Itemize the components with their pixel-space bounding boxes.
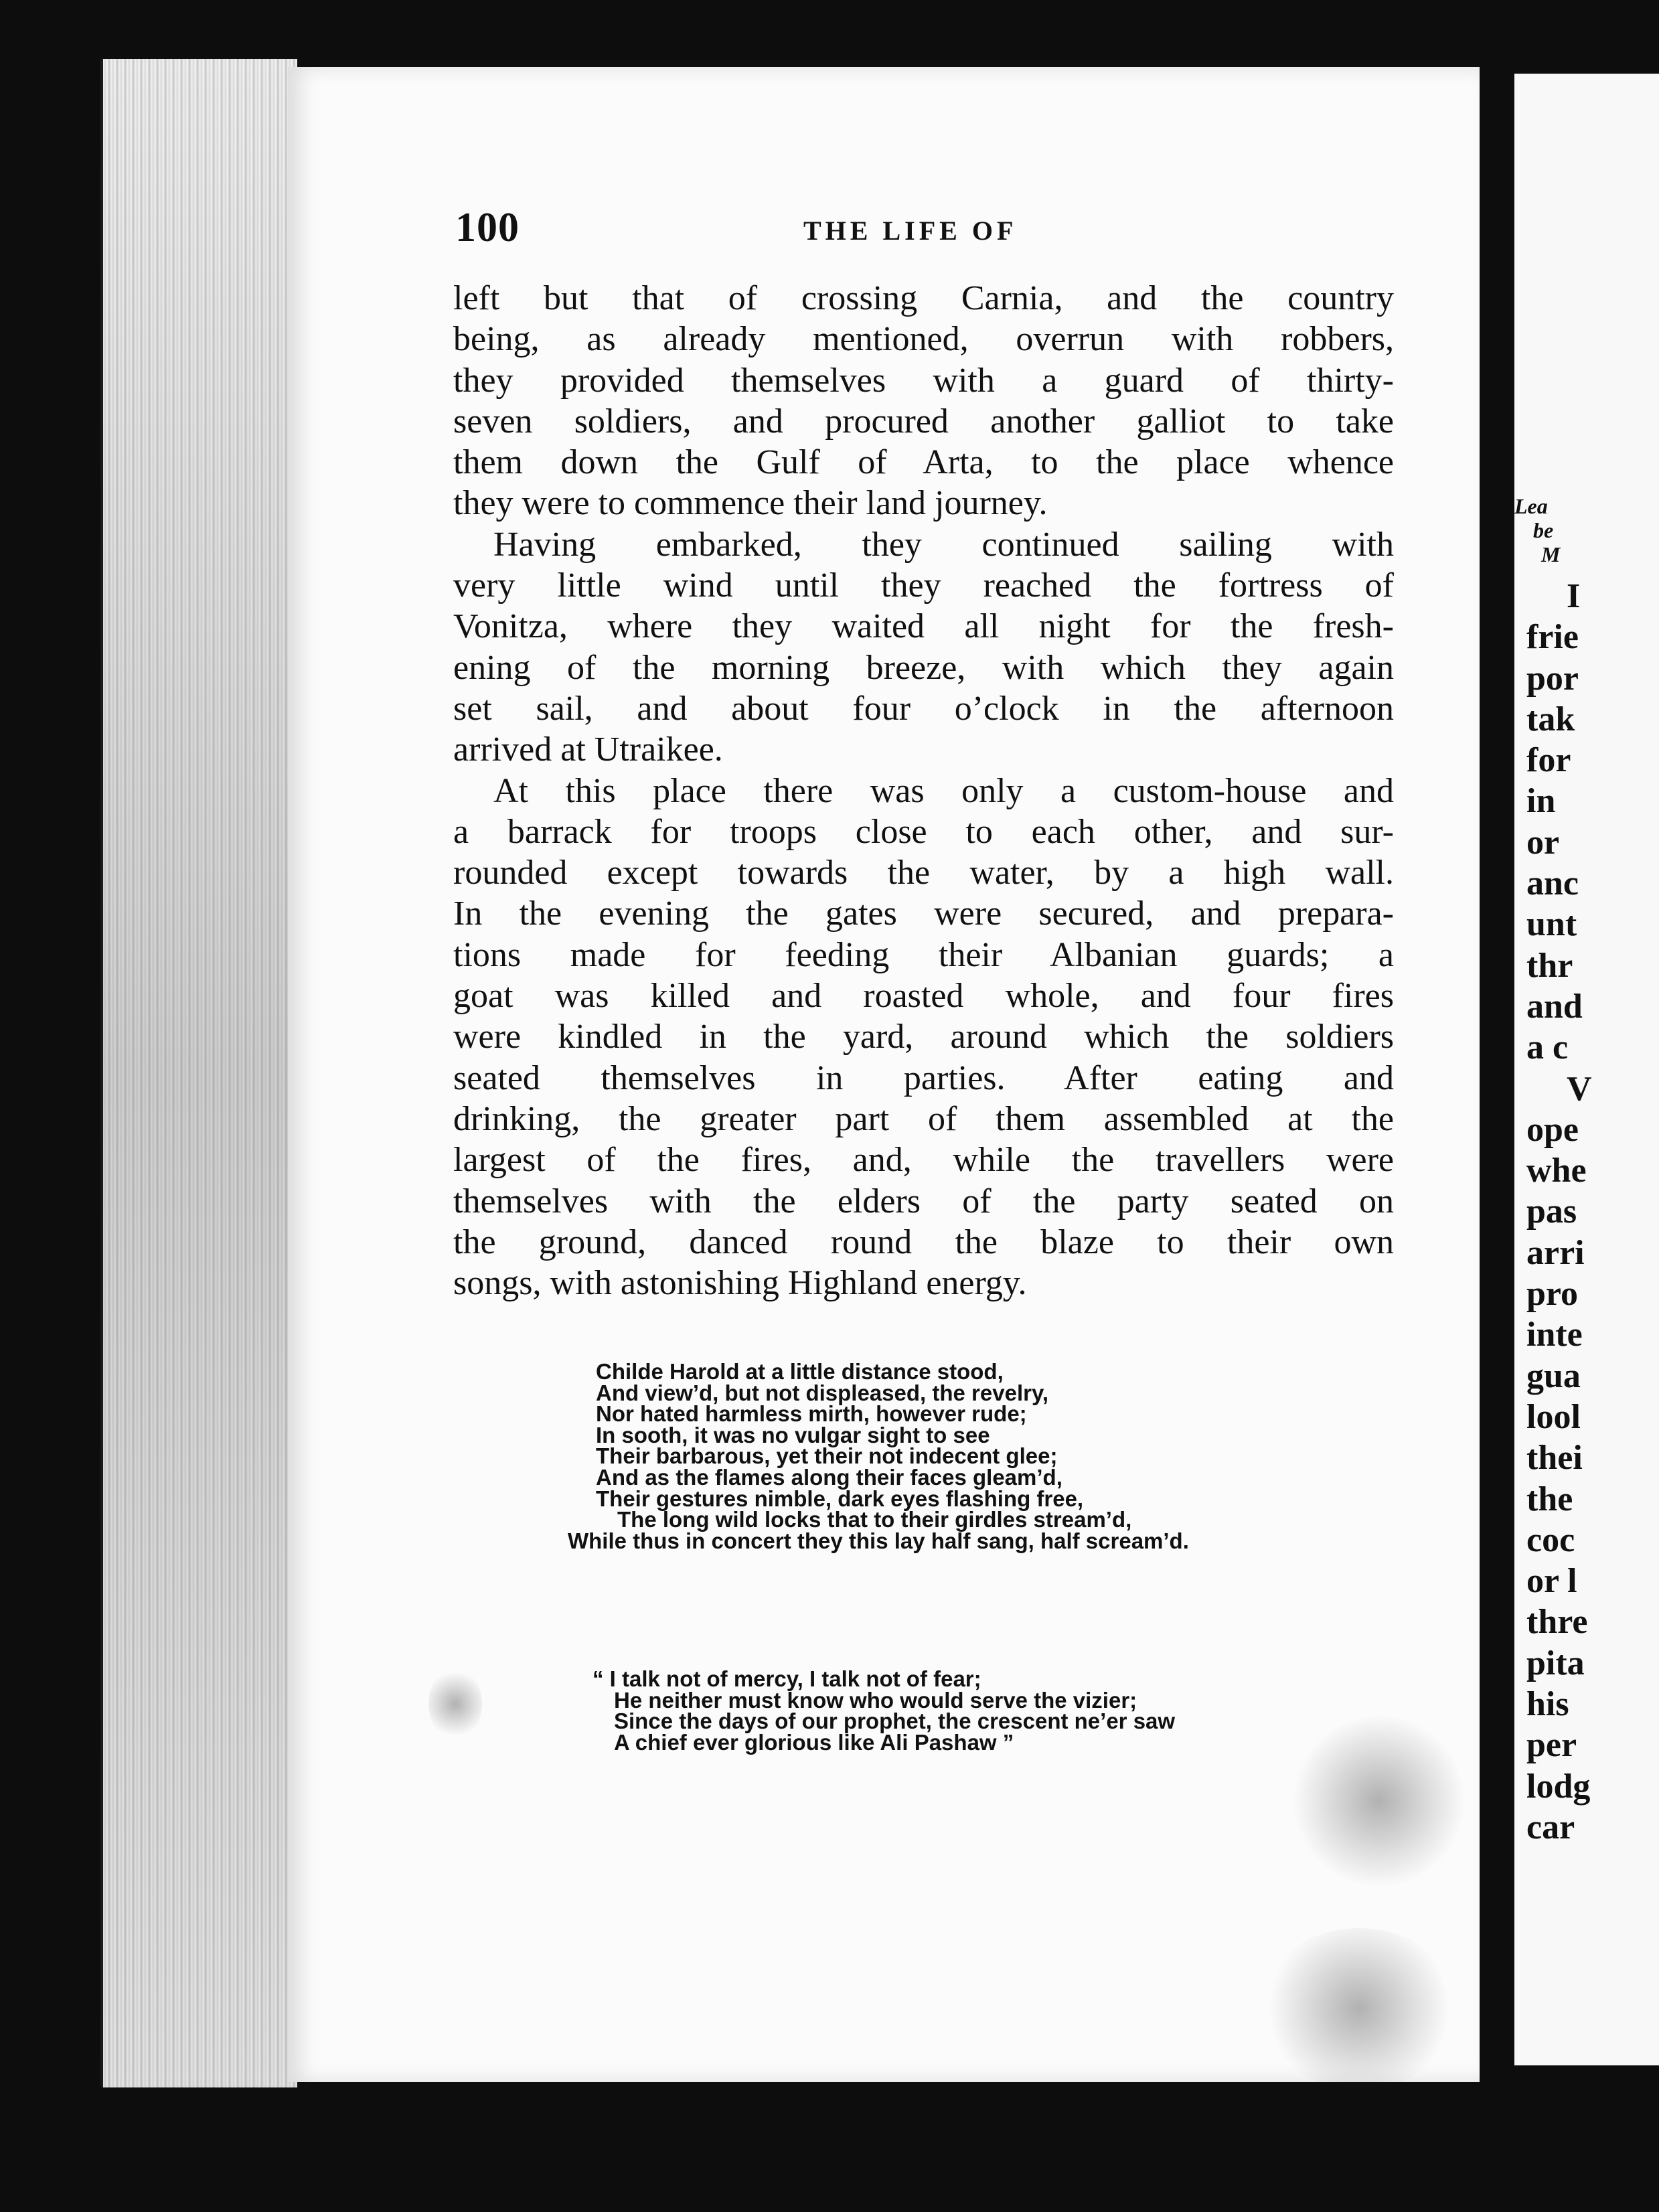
ink-smudge — [1292, 1714, 1466, 1888]
line-fragment: frie — [1526, 618, 1579, 657]
line-fragment: his — [1526, 1685, 1569, 1724]
line-fragment: gua — [1526, 1356, 1581, 1395]
line-fragment: inte — [1526, 1316, 1583, 1354]
line-fragment: V — [1567, 1069, 1592, 1108]
verse-line: And as the flames along their faces gleam’d, — [596, 1464, 1062, 1490]
line-fragment: por — [1526, 659, 1579, 698]
line-fragment: or l — [1526, 1562, 1577, 1601]
text-line: arrived at Utraikee. — [453, 730, 723, 769]
facing-page-text — [1526, 576, 1592, 1848]
verse-line: And view’d, but not displeased, the revelry, — [596, 1380, 1049, 1405]
text-line: a barrack for troops close to each other, and sur- — [453, 812, 1394, 851]
text-line: largest of the fires, and, while the travellers were — [453, 1141, 1394, 1180]
line-fragment: or — [1526, 823, 1560, 862]
line-fragment: the — [1526, 1480, 1573, 1518]
verse-line: While thus in concert they this lay half sang, half scream’d. — [568, 1528, 1189, 1553]
line-fragment: thr — [1526, 946, 1573, 985]
line-fragment: for — [1526, 741, 1571, 780]
line-fragment: pro — [1526, 1275, 1579, 1314]
book-page-edges — [100, 59, 297, 2087]
line-fragment: anc — [1526, 864, 1579, 903]
text-line: were kindled in the yard, around which the soldiers — [453, 1018, 1394, 1056]
line-fragment: pita — [1526, 1644, 1585, 1682]
line-fragment: pas — [1526, 1192, 1577, 1231]
ink-smudge — [1259, 1928, 1459, 2089]
line-fragment: in — [1526, 782, 1556, 821]
verse-line: He neither must know who would serve the vizier; — [614, 1687, 1137, 1713]
running-head — [455, 204, 1393, 258]
text-line: seven soldiers, and procured another galliot to take — [453, 402, 1394, 441]
text-line: ening of the morning breeze, with which they again — [453, 648, 1394, 687]
text-line: Having embarked, they continued sailing with — [493, 525, 1394, 564]
line-fragment: per — [1526, 1726, 1577, 1765]
line-fragment: thre — [1526, 1603, 1588, 1642]
text-line: them down the Gulf of Arta, to the place whence — [453, 443, 1394, 482]
line-fragment: and — [1526, 987, 1583, 1026]
text-line: drinking, the greater part of them assembled at the — [453, 1099, 1394, 1138]
running-title: THE LIFE OF — [803, 216, 1018, 246]
body-text — [453, 278, 1394, 1304]
verse-quotation — [592, 1668, 1175, 1753]
verse-line: “ I talk not of mercy, I talk not of fear; — [592, 1666, 981, 1691]
line-fragment: lool — [1526, 1397, 1581, 1436]
line-fragment: whe — [1526, 1152, 1587, 1190]
line-fragment: unt — [1526, 905, 1577, 944]
text-line: goat was killed and roasted whole, and four fires — [453, 977, 1394, 1016]
text-line: In the evening the gates were secured, and prepara- — [453, 894, 1394, 933]
heading-fragment: M — [1541, 542, 1561, 566]
ink-smudge — [428, 1667, 482, 1741]
line-fragment: coc — [1526, 1520, 1575, 1559]
line-fragment: lodg — [1526, 1767, 1591, 1806]
text-line: Vonitza, where they waited all night for the fresh- — [453, 607, 1394, 646]
text-line: songs, with astonishing Highland energy. — [453, 1264, 1027, 1303]
line-fragment: a c — [1526, 1028, 1569, 1067]
page-number: 100 — [455, 205, 520, 250]
text-line: the ground, danced round the blaze to their own — [453, 1222, 1394, 1261]
verse-line: A chief ever glorious like Ali Pashaw ” — [614, 1729, 1014, 1755]
text-line: they provided themselves with a guard of thirty- — [453, 361, 1394, 400]
verse-line: Their barbarous, yet their not indecent glee; — [596, 1443, 1058, 1469]
verse-line: Childe Harold at a little distance stood, — [596, 1359, 1004, 1384]
text-line: seated themselves in parties. After eating and — [453, 1058, 1394, 1097]
verse-line: The long wild locks that to their girdles stream’d, — [617, 1507, 1132, 1532]
verse-line: Nor hated harmless mirth, however rude; — [596, 1401, 1027, 1427]
text-line: set sail, and about four o’clock in the afternoon — [453, 689, 1394, 728]
heading-fragment: Lea — [1514, 494, 1548, 518]
heading-fragment: be — [1533, 518, 1554, 542]
text-line: tions made for feeding their Albanian guards; a — [453, 935, 1394, 974]
verse-line: Since the days of our prophet, the crescent ne’er saw — [614, 1709, 1176, 1734]
line-fragment: ope — [1526, 1110, 1579, 1149]
text-line: very little wind until they reached the fortress of — [453, 566, 1394, 605]
text-line: rounded except towards the water, by a high wall. — [453, 854, 1394, 892]
text-line: themselves with the elders of the party seated on — [453, 1182, 1394, 1220]
line-fragment: arri — [1526, 1233, 1585, 1272]
line-fragment: thei — [1526, 1439, 1583, 1478]
text-line: being, as already mentioned, overrun with robbers, — [453, 320, 1394, 359]
line-fragment: tak — [1526, 700, 1575, 738]
facing-page-heading — [1514, 494, 1560, 566]
verse-line: In sooth, it was no vulgar sight to see — [596, 1422, 990, 1447]
text-line: they were to commence their land journey. — [453, 484, 1048, 523]
text-line: At this place there was only a custom-house and — [493, 771, 1394, 810]
line-fragment: car — [1526, 1808, 1575, 1846]
line-fragment: I — [1567, 577, 1581, 615]
verse-line: Their gestures nimble, dark eyes flashing free, — [596, 1486, 1084, 1511]
text-line: left but that of crossing Carnia, and the country — [453, 279, 1394, 317]
verse-stanza — [568, 1359, 1189, 1553]
